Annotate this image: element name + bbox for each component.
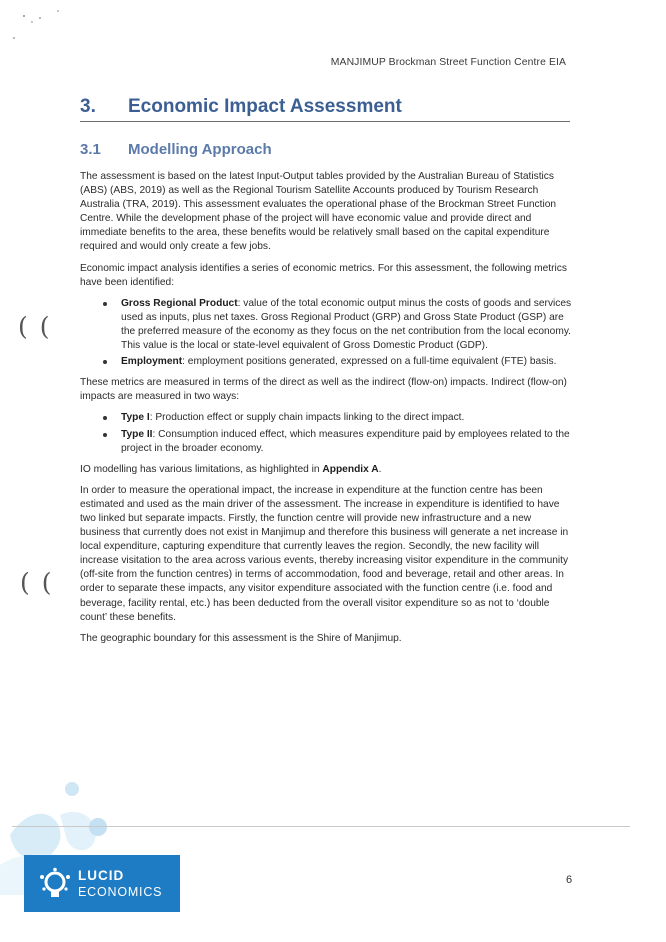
bullet-icon <box>103 433 107 437</box>
paragraph-2: Economic impact analysis identifies a series of economic metrics. For this assessment, the following metrics have been identified: <box>80 262 567 288</box>
paragraph-1: The assessment is based on the latest Input-Output tables provided by the Australian Bureau of Statistics (ABS) (ABS, 2019) as well as the Regional Tourism Satellite Accounts produced by Tourism Research Australia (TRA, 2019). This assessment evaluates the operational phase of the Brockman Street Function Centre. While the development phase of the project will have economic value and provide direct and immediate benefits to the area, these benefits would be relatively small based on the capital expenditure required and would only create a few jobs. <box>80 171 557 253</box>
list-item <box>121 355 572 369</box>
margin-mark: ( ( <box>18 312 52 341</box>
list-item-text: : Consumption induced effect, which measures expenditure paid by employees related to the project in the broader economy. <box>121 428 570 454</box>
paragraph-4-suffix: . <box>378 463 382 475</box>
logo-word-economics: ECONOMICS <box>78 885 163 899</box>
section-heading <box>80 96 570 122</box>
list-item <box>121 297 572 353</box>
appendix-reference: Appendix A <box>322 463 379 475</box>
body-text <box>80 170 572 653</box>
subsection-heading <box>80 141 272 158</box>
paragraph-3: These metrics are measured in terms of the direct as well as the indirect (flow-on) impacts. Indirect (flow-on) impacts are measured in two ways: <box>80 377 567 403</box>
list-item-text: : value of the total economic output minus the costs of goods and services used as inputs, plus net taxes. Gross Regional Product (GRP) and Gross State Product (GSP) are the preferred measure of the economy as they focus on the net contribution from the local economy. This value is the local or state-level equivalent of Gross Domestic Product (GDP). <box>121 297 572 352</box>
metrics-list <box>80 297 572 369</box>
lightbulb-icon <box>38 867 72 901</box>
paragraph-6: The geographic boundary for this assessment is the Shire of Manjimup. <box>80 632 402 644</box>
list-item <box>121 428 572 456</box>
list-item-text: : Production effect or supply chain impacts linking to the direct impact. <box>149 412 465 424</box>
page-number: 6 <box>566 874 573 886</box>
list-item-term: Type I <box>121 412 150 424</box>
section-title: Economic Impact Assessment <box>128 96 402 117</box>
list-item-term: Type II <box>121 428 153 440</box>
margin-mark: ( ( <box>20 568 54 597</box>
impact-types-list <box>80 411 572 455</box>
list-item-text: : employment positions generated, expressed on a full-time equivalent (FTE) basis. <box>182 356 557 368</box>
scan-specks <box>10 8 70 48</box>
list-item-term: Employment <box>121 356 183 368</box>
bullet-icon <box>103 416 107 420</box>
paragraph-5: In order to measure the operational impact, the increase in expenditure at the function centre has been estimated and used as the main driver of the assessment. The increase in expenditure is identified to have two linked but separate impacts. Firstly, the function centre will provide new infrastructure and a new business that currently does not exist in Manjimup and therefore this business will generate a net increase in local expenditure, capturing expenditure that currently leaves the region. Secondly, the new facility will increase visitation to the area across various events, thereby increasing visitor expenditure in the community (off-site from the function centres) in terms of accommodation, food and beverage, retail and other areas. In order to separate these impacts, any visitor expenditure associated with the function centre (i.e. food and beverage, facility rental, etc.) has been deducted from the overall visitor expenditure so as not to ‘double count’ these benefits. <box>80 484 569 623</box>
subsection-number: 3.1 <box>80 141 101 158</box>
paragraph-4-prefix: IO modelling has various limitations, as highlighted in <box>80 463 323 475</box>
logo-word-lucid: LUCID <box>78 868 125 883</box>
footer-rule <box>12 826 630 827</box>
section-number: 3. <box>80 96 96 117</box>
paragraph-4 <box>80 463 572 477</box>
list-item <box>121 411 572 425</box>
list-item-term: Gross Regional Product <box>121 297 238 309</box>
bullet-icon <box>103 360 107 364</box>
bullet-icon <box>103 302 107 306</box>
lucid-economics-logo <box>24 855 180 912</box>
running-header: MANJIMUP Brockman Street Function Centre EIA <box>330 57 566 68</box>
subsection-title: Modelling Approach <box>128 141 272 158</box>
